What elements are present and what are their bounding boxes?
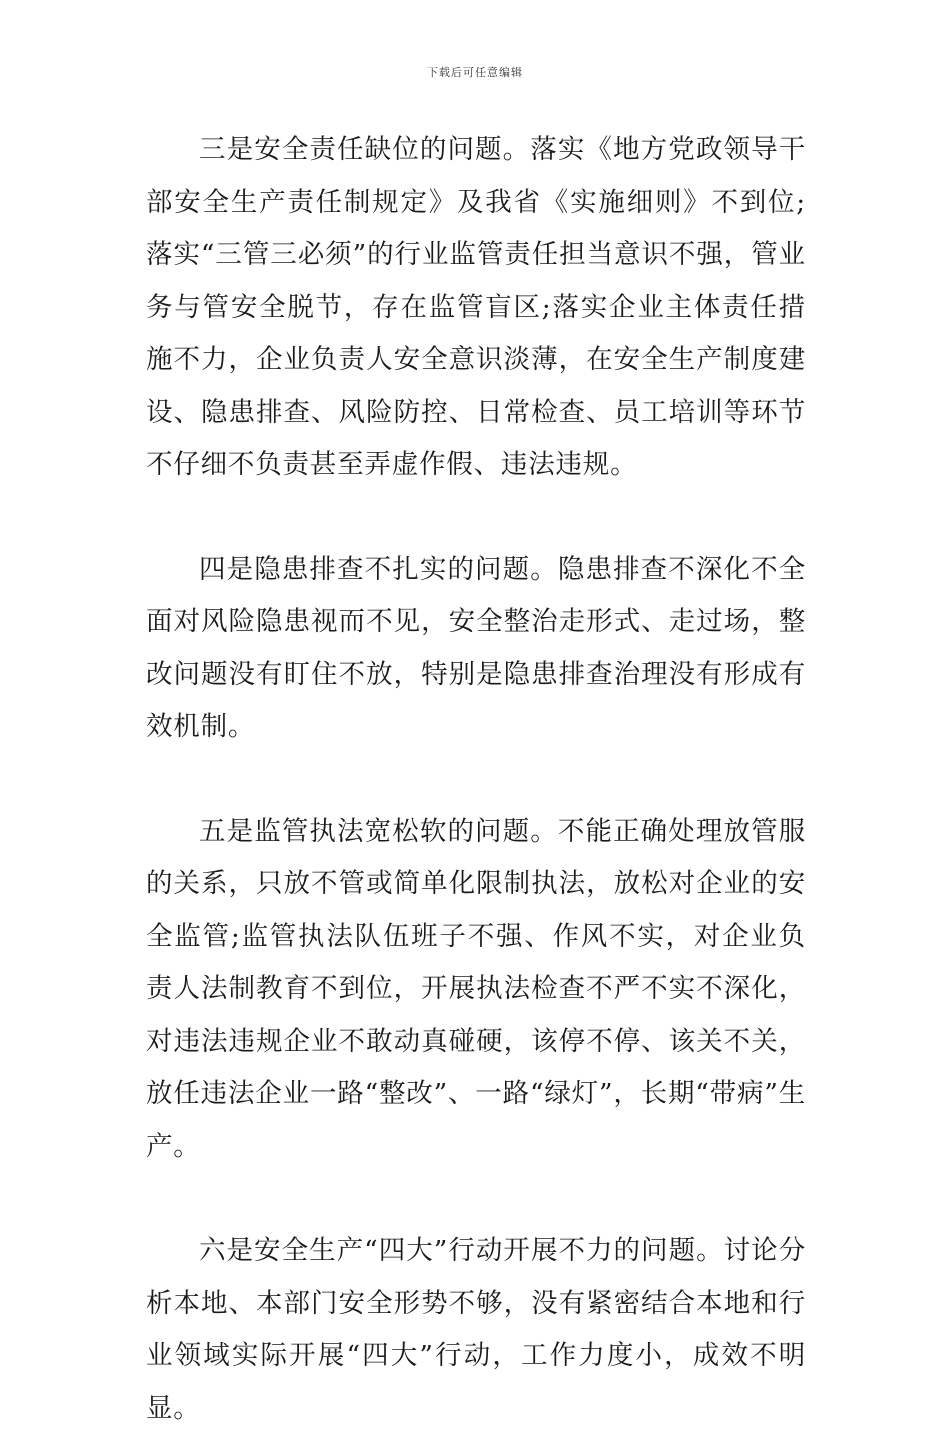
paragraph-law-enforcement: 五是监管执法宽松软的问题。不能正确处理放管服的关系，只放不管或简单化限制执法，放松对企业的安全监管;监管执法队伍班子不强、作风不实，对企业负责人法制教育不到位，开展执法检查不严不实不深化，对违法违规企业不敢动真碰硬，该停不停、该关不关，放任违法企业一路“整改”、一路“绿灯”，长期“带病”生产。 <box>146 815 806 1162</box>
document-body <box>146 124 806 1435</box>
page-header-note: 下载后可任意编辑 <box>427 66 523 79</box>
paragraph-four-actions: 六是安全生产“四大”行动开展不力的问题。讨论分析本地、本部门安全形势不够，没有紧密结合本地和行业领域实际开展“四大”行动，工作力度小，成效不明显。 <box>146 1235 806 1424</box>
paragraph-responsibility: 三是安全责任缺位的问题。落实《地方党政领导干部安全生产责任制规定》及我省《实施细则》不到位;落实“三管三必须”的行业监管责任担当意识不强，管业务与管安全脱节，存在监管盲区;落实企业主体责任措施不力，企业负责人安全意识淡薄，在安全生产制度建设、隐患排查、风险防控、日常检查、员工培训等环节不仔细不负责甚至弄虚作假、违法违规。 <box>146 134 806 480</box>
paragraph-hazard-inspection: 四是隐患排查不扎实的问题。隐患排查不深化不全面对风险隐患视而不见，安全整治走形式、走过场，整改问题没有盯住不放，特别是隐患排查治理没有形成有效机制。 <box>146 553 806 742</box>
